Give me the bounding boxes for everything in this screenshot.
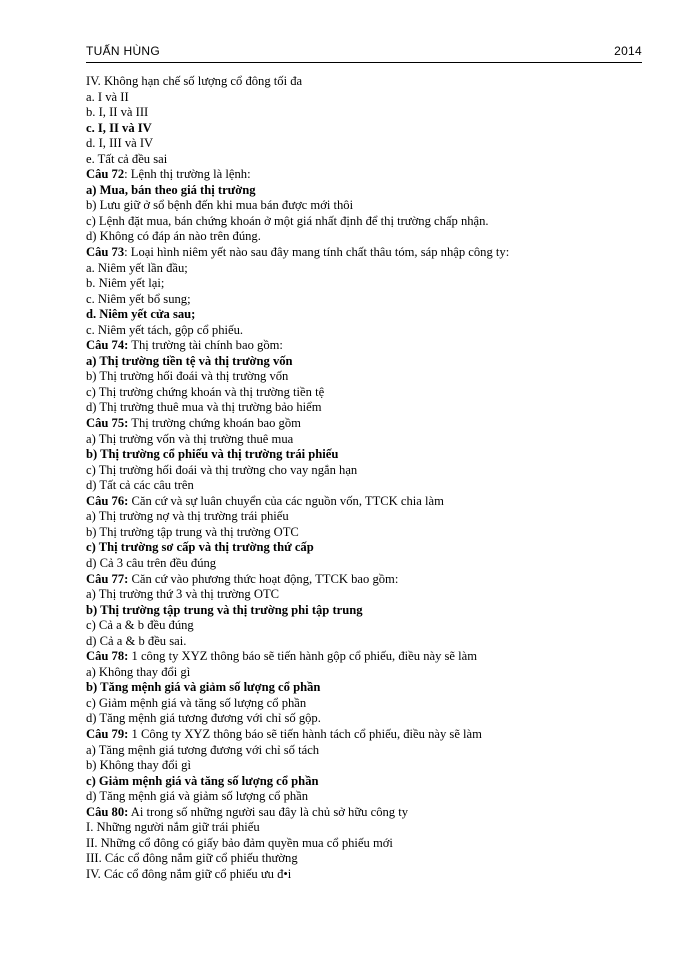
line-text: Thị trường chứng khoán bao gồm [128,416,301,431]
question-label: Câu 78: [86,649,129,664]
text-line [86,509,646,525]
line-text: b) Thị trường hối đoái và thị trường vốn [86,369,289,384]
text-line [86,198,646,214]
line-text: a) Thị trường vốn và thị trường thuê mua [86,431,294,446]
line-text: Thị trường tài chính bao gồm: [128,338,283,353]
line-text: III. Các cổ đông nắm giữ cổ phiếu thường [86,851,298,866]
line-text: b) Tăng mệnh giá và giảm số lượng cổ phần [86,680,321,695]
line-text: a) Thị trường nợ và thị trường trái phiếu [86,509,289,524]
question-line [86,338,646,354]
answer-line-correct [86,540,646,556]
answer-line-correct [86,354,646,370]
header-year: 2014 [614,44,642,58]
line-text: c. I, II và IV [86,120,152,135]
line-text: d. Niêm yết cửa sau; [86,307,196,322]
line-text: 1 công ty XYZ thông báo sẽ tiến hành gộp cổ phiếu, điều này sẽ làm [128,649,478,664]
text-line [86,820,646,836]
question-line [86,494,646,510]
question-line [86,416,646,432]
line-text: b) Không thay đổi gì [86,758,191,773]
text-line [86,556,646,572]
text-line [86,525,646,541]
text-line [86,385,646,401]
text-line [86,276,646,292]
line-text: a. I và II [86,89,129,104]
text-line [86,463,646,479]
line-text: Căn cứ và sự luân chuyển của các nguồn vốn, TTCK chia làm [128,493,444,508]
line-text: d) Cả a & b đều sai. [86,633,187,648]
line-text: e. Tất cả đều sai [86,151,168,166]
text-line [86,478,646,494]
question-label: Câu 75: [86,416,129,431]
line-text: d) Cả 3 câu trên đều đúng [86,555,217,570]
text-line [86,789,646,805]
text-line [86,74,646,90]
question-line [86,649,646,665]
text-line [86,229,646,245]
line-text: c. Niêm yết tách, gộp cổ phiếu. [86,322,244,337]
line-text: Ai trong số những người sau đây là chủ sở hữu công ty [128,804,409,819]
line-text: II. Những cổ đông có giấy bảo đảm quyền mua cổ phiếu mới [86,835,393,850]
text-line [86,400,646,416]
text-line [86,851,646,867]
document-body [86,74,646,882]
line-text: c) Thị trường hối đoái và thị trường cho vay ngắn hạn [86,462,358,477]
text-line [86,665,646,681]
line-text: IV. Các cổ đông nắm giữ cổ phiếu ưu đ•i [86,866,292,881]
text-line [86,867,646,883]
question-line [86,167,646,183]
text-line [86,292,646,308]
answer-line-correct [86,447,646,463]
line-text: d. I, III và IV [86,136,154,151]
text-line [86,618,646,634]
text-line [86,711,646,727]
text-line [86,152,646,168]
line-text: a) Mua, bán theo giá thị trường [86,182,256,197]
page-header [86,40,642,63]
line-text: c) Thị trường sơ cấp và thị trường thứ cấp [86,540,314,555]
line-text: c) Giảm mệnh giá và tăng số lượng cổ phần [86,773,319,788]
text-line [86,587,646,603]
question-label: Câu 72 [86,167,125,182]
line-text: IV. Không hạn chế số lượng cổ đông tối đa [86,74,303,88]
text-line [86,836,646,852]
question-label: Câu 73 [86,245,125,260]
line-text: : Loại hình niêm yết nào sau đây mang tính chất thâu tóm, sáp nhập công ty: [124,245,510,260]
answer-line-correct [86,680,646,696]
question-line [86,805,646,821]
text-line [86,90,646,106]
line-text: d) Tăng mệnh giá và giảm số lượng cổ phần [86,789,309,804]
text-line [86,743,646,759]
line-text: b) Thị trường tập trung và thị trường phi tập trung [86,602,363,617]
line-text: b) Thị trường cổ phiếu và thị trường trái phiếu [86,447,339,462]
text-line [86,105,646,121]
line-text: d) Không có đáp án nào trên đúng. [86,229,261,244]
header-author: TUẤN HÙNG [86,44,161,58]
line-text: c) Cả a & b đều đúng [86,618,194,633]
answer-line-correct [86,121,646,137]
line-text: : Lệnh thị trường là lệnh: [124,167,251,182]
question-label: Câu 74: [86,338,129,353]
line-text: b. Niêm yết lại; [86,276,165,291]
line-text: c. Niêm yết bổ sung; [86,291,191,306]
line-text: a) Không thay đổi gì [86,664,191,679]
line-text: d) Thị trường thuê mua và thị trường bảo hiểm [86,400,322,415]
question-label: Câu 77: [86,571,129,586]
line-text: I. Những người nắm giữ trái phiếu [86,820,260,835]
answer-line-correct [86,774,646,790]
text-line [86,214,646,230]
line-text: b) Lưu giữ ở sổ bệnh đến khi mua bán được mới thôi [86,198,354,213]
text-line [86,696,646,712]
line-text: b) Thị trường tập trung và thị trường OTC [86,524,299,539]
line-text: Căn cứ vào phương thức hoạt động, TTCK bao gồm: [128,571,399,586]
line-text: c) Lệnh đặt mua, bán chứng khoán ở một giá nhất định để thị trường chấp nhận. [86,213,489,228]
line-text: a) Thị trường thứ 3 và thị trường OTC [86,587,280,602]
text-line [86,261,646,277]
answer-line-correct [86,307,646,323]
text-line [86,634,646,650]
question-line [86,727,646,743]
text-line [86,432,646,448]
line-text: a) Tăng mệnh giá tương đương với chỉ số tách [86,742,320,757]
text-line [86,369,646,385]
text-line [86,136,646,152]
question-line [86,245,646,261]
question-label: Câu 79: [86,726,129,741]
text-line [86,323,646,339]
line-text: a. Niêm yết lần đầu; [86,260,188,275]
line-text: 1 Công ty XYZ thông báo sẽ tiến hành tách cổ phiếu, điều này sẽ làm [128,726,482,741]
answer-line-correct [86,603,646,619]
line-text: d) Tăng mệnh giá tương đương với chỉ số gộp. [86,711,321,726]
line-text: a) Thị trường tiền tệ và thị trường vốn [86,353,293,368]
text-line [86,758,646,774]
question-line [86,572,646,588]
line-text: b. I, II và III [86,105,149,120]
question-label: Câu 76: [86,493,129,508]
line-text: c) Thị trường chứng khoán và thị trường tiền tệ [86,384,325,399]
line-text: d) Tất cả các câu trên [86,478,194,493]
answer-line-correct [86,183,646,199]
question-label: Câu 80: [86,804,129,819]
line-text: c) Giảm mệnh giá và tăng số lượng cổ phần [86,695,307,710]
